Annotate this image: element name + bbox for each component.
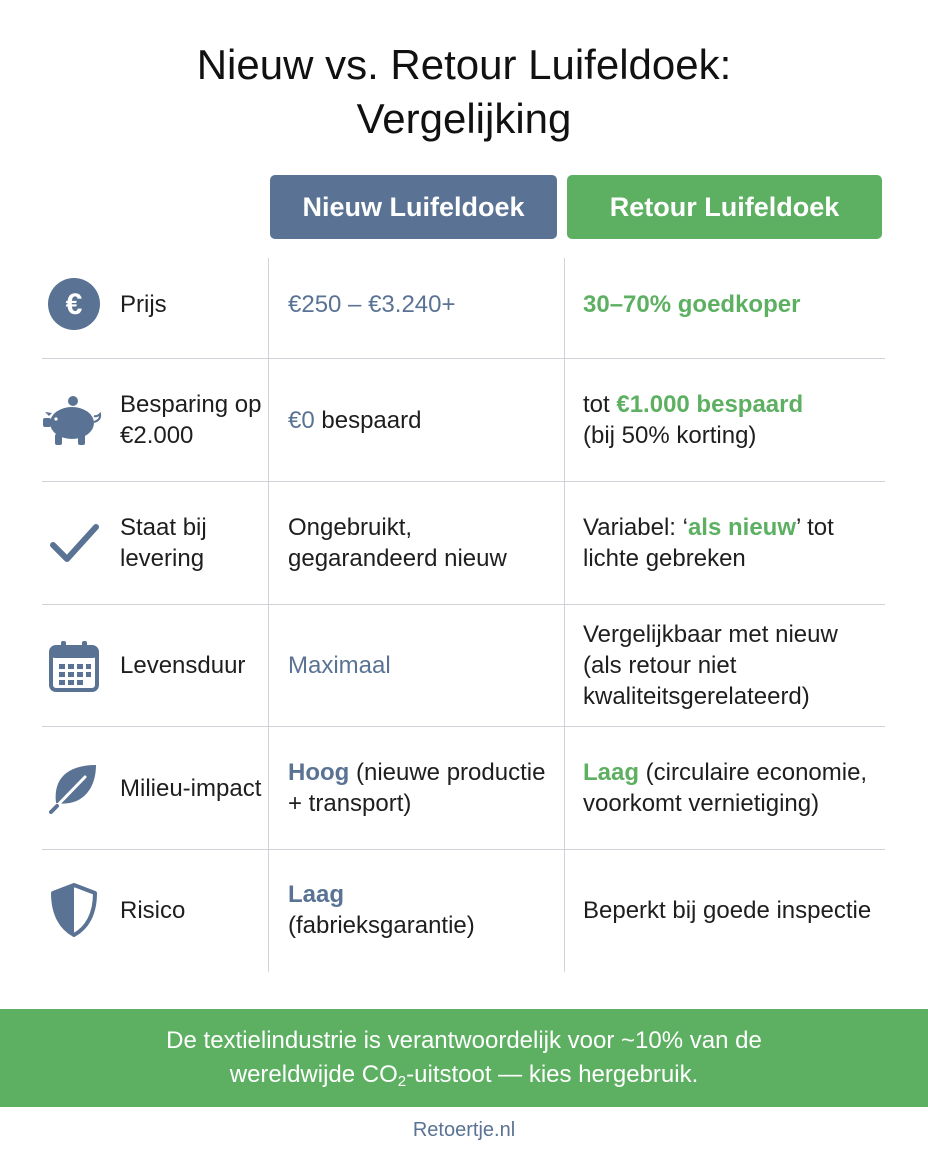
table-row-milieu <box>0 727 928 849</box>
page-title <box>0 38 928 146</box>
retour-value-pre: Variabel: ‘ <box>583 514 688 541</box>
retour-value: Vergelijkbaar met nieuw (als retour niet kwaliteitsgerelateerd) <box>583 621 838 710</box>
leaf-icon <box>42 727 106 849</box>
retour-value: Beperkt bij goede inspectie <box>583 896 872 924</box>
new-value <box>288 359 558 481</box>
table-row-risico <box>0 850 928 970</box>
row-label: Besparing op €2.000 <box>120 391 262 449</box>
row-label: Staat bij levering <box>120 514 207 572</box>
footer-line-2-post: -uitstoot — kies hergebruik. <box>406 1061 699 1088</box>
new-value: Maximaal <box>288 652 391 679</box>
retour-value <box>583 359 883 481</box>
footer-line-2 <box>0 1058 928 1092</box>
retour-value-rest: (circulaire economie, voorkomt vernietiging) <box>583 759 868 817</box>
new-value-rest: (fabrieksgarantie) <box>288 912 475 939</box>
footer-line-1: De textielindustrie is verantwoordelijk voor ~10% van de <box>166 1027 762 1054</box>
row-label: Risico <box>120 896 186 924</box>
new-value-rest: (nieuwe productie + transport) <box>288 759 546 817</box>
retour-value <box>583 727 883 849</box>
retour-value-pre: tot <box>583 391 617 418</box>
retour-value-highlight: €1.000 bespaard <box>616 391 804 418</box>
retour-value-highlight: als nieuw <box>687 514 796 541</box>
column-header-retour: Retour Luifeldoek <box>567 175 882 239</box>
row-label: Milieu-impact <box>120 774 262 802</box>
source-credit: Retoertje.nl <box>412 1119 516 1141</box>
new-value: €250 – €3.240+ <box>288 290 456 318</box>
retour-value: 30–70% goedkoper <box>583 290 801 318</box>
new-value: Ongebruikt, gegarandeerd nieuw <box>288 514 507 572</box>
row-label: Prijs <box>120 290 167 318</box>
retour-value-rest: (bij 50% korting) <box>583 422 757 449</box>
table-row-levensduur <box>0 605 928 726</box>
footer-line-2-pre: wereldwijde CO <box>229 1061 398 1088</box>
new-value-amount: €0 <box>288 406 315 434</box>
column-header-new: Nieuw Luifeldoek <box>270 175 557 239</box>
title-line-2: Vergelijking <box>356 95 572 142</box>
euro-icon <box>42 250 106 358</box>
title-line-1: Nieuw vs. Retour Luifeldoek: <box>196 41 732 88</box>
checkmark-icon <box>42 482 106 604</box>
new-value-highlight: Hoog <box>288 759 350 786</box>
retour-value-highlight: Laag <box>583 759 640 786</box>
table-row-besparing <box>0 359 928 481</box>
table-row-staat <box>0 482 928 604</box>
table-row-prijs <box>0 250 928 358</box>
new-value <box>288 850 558 970</box>
footer-banner <box>0 1009 928 1107</box>
co2-subscript: 2 <box>397 1073 407 1090</box>
shield-icon <box>42 850 106 970</box>
calendar-icon <box>42 605 106 726</box>
row-label: Levensduur <box>120 652 246 679</box>
retour-value <box>583 482 883 604</box>
svg-text:€: € <box>65 288 83 321</box>
piggy-bank-icon <box>42 359 106 481</box>
new-value <box>288 727 558 849</box>
new-value-rest: bespaard <box>314 406 422 434</box>
new-value-highlight: Laag <box>288 881 345 908</box>
retour-value-rest: ’ tot lichte gebreken <box>583 514 834 572</box>
